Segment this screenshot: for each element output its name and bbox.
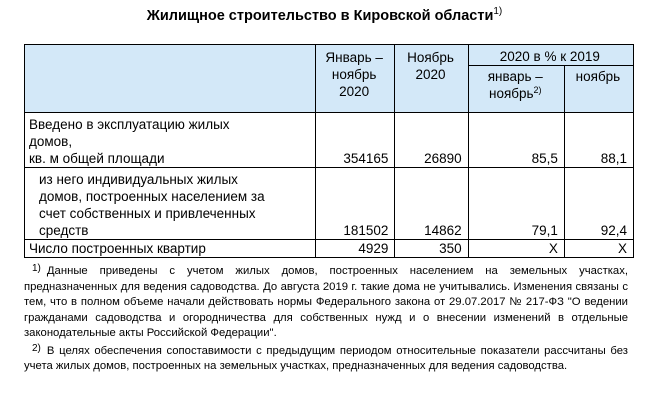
title-text: Жилищное строительство в Кировской области [146,8,494,24]
header-row-1 [25,45,634,66]
table-row [25,113,634,168]
cell-nov: 14862 [395,168,468,240]
footnote-2 [24,344,628,375]
footnote-1 [24,264,628,342]
header-nov-2020 [395,45,468,113]
cell-pct-nov: 88,1 [564,113,633,168]
header-pct-footnote-marker: 2) [533,85,542,95]
header-pct-nov: ноябрь [564,66,633,113]
cell-nov: 26890 [395,113,468,168]
cell-pct-nov: X [564,240,633,258]
cell-pct-jan-nov: 79,1 [468,168,564,240]
header-jan-nov-2020 [315,45,395,113]
cell-jan-nov: 354165 [315,113,395,168]
table-row [25,240,634,258]
header-jan-nov-line2: ноябрь [331,67,377,82]
cell-pct-nov: 92,4 [564,168,633,240]
housing-table [24,44,634,258]
cell-pct-jan-nov: X [468,240,564,258]
cell-jan-nov: 4929 [315,240,395,258]
footnote-2-marker: 2) [32,342,41,354]
header-jan-nov-line1: Январь – [325,50,383,65]
row-label: Число построенных квартир [25,240,316,258]
header-jan-nov-line3: 2020 [339,84,370,99]
header-empty-cell [25,45,316,113]
cell-pct-jan-nov: 85,5 [468,113,564,168]
header-pct-jan-nov-line2: ноябрь$^{2)}$ [488,85,542,101]
header-nov-line2: 2020 [415,67,446,82]
page-title [0,8,649,24]
footnotes [24,264,628,377]
header-pct-jan-nov-line1: январь – [487,69,543,84]
title-footnote-marker: 1) [493,6,503,17]
header-nov-line1: Ноябрь [407,50,454,65]
row-label: из него индивидуальных жилых домов, построенных населением за счет собственных и привлеченных средств [25,168,316,240]
header-pct-jan-nov [468,66,564,113]
footnote-2-text: В целях обеспечения сопоставимости с предыдущим периодом относительные показатели рассчитаны без учета жилых домов, построенных на земельных участках, предназначенных для ведения садоводства. [24,344,628,372]
footnote-1-marker: 1) [32,263,41,274]
header-group-pct: 2020 в % к 2019 [468,45,633,66]
table-row [25,168,634,240]
cell-jan-nov: 181502 [315,168,395,240]
footnote-1-text: Данные приведены с учетом жилых домов, построенных населением на земельных участках, предназначенных для ведения садоводства. До августа 2019 г. такие дома не учитывались. Изменения связаны с тем, что в полном объеме начали действовать нормы Федерального закона от 29.07.2017 № 217-ФЗ "О ведении гражданами садоводства и огородничества для собственных нужд и о внесении изменений в отдельные законодательные акты Российской Федерации". [24,265,628,339]
row-label: Введено в эксплуатацию жилых домов, кв. м общей площади [25,113,316,168]
cell-nov: 350 [395,240,468,258]
